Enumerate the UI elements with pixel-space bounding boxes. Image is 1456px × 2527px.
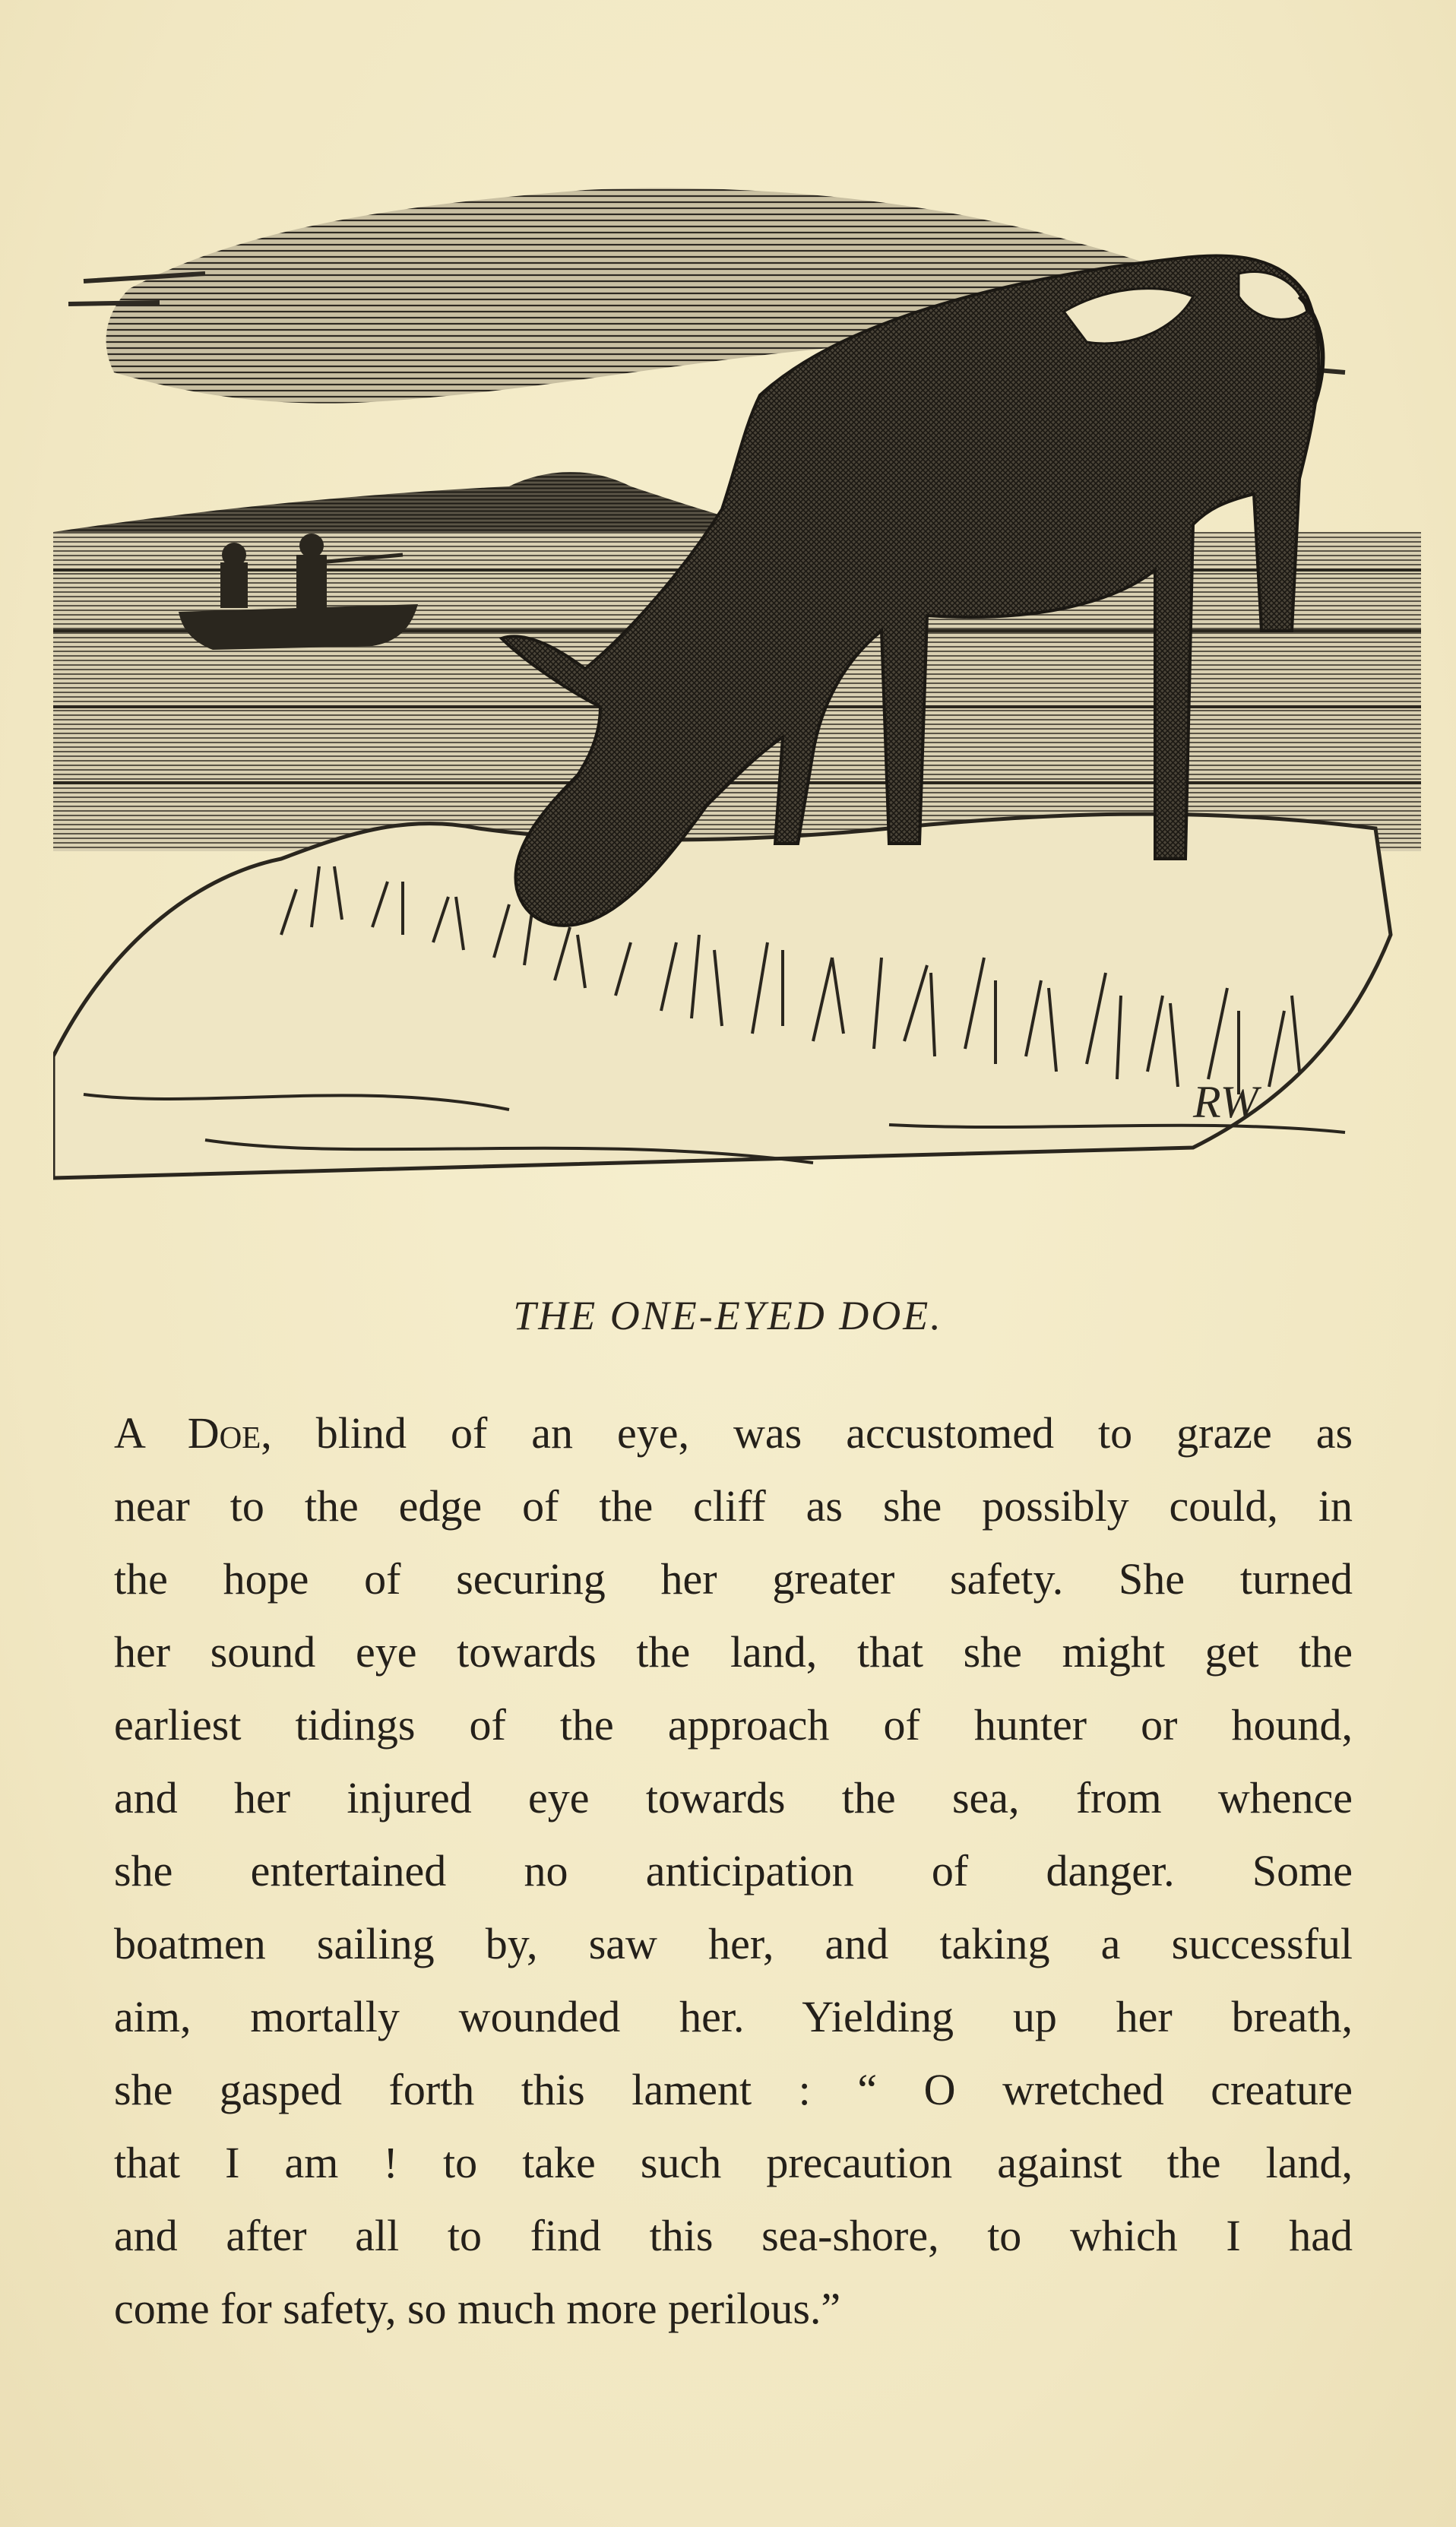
fable-line-5: earliest tidings of the approach of hunter or hound,: [114, 1700, 1353, 1750]
fable-line-13: come for safety, so much more perilous.”: [114, 2284, 841, 2333]
engraving-illustration: [53, 175, 1421, 1224]
fable-line-3: the hope of securing her greater safety. She turned: [114, 1554, 1353, 1604]
fable-line-1: A Doe, blind of an eye, was accustomed to graze as: [114, 1408, 1353, 1458]
engraver-signature: RW: [1193, 1077, 1258, 1127]
distant-hill: [53, 472, 783, 532]
fable-line-8: boatmen sailing by, saw her, and taking a successful: [114, 1919, 1353, 1968]
illustration-caption: THE ONE-EYED DOE.: [513, 1293, 943, 1338]
opening-initial: A: [114, 1408, 188, 1458]
opening-smallcaps-word: Doe: [187, 1408, 261, 1458]
fable-text: [114, 1397, 1353, 2345]
fable-line-2: near to the edge of the cliff as she possibly could, in: [114, 1481, 1353, 1531]
fable-line-6: and her injured eye towards the sea, from whence: [114, 1773, 1353, 1822]
doe-engraving-svg: [53, 175, 1421, 1224]
fable-line-10: she gasped forth this lament : “ O wretched creature: [114, 2065, 1353, 2114]
cliff-ground: [53, 814, 1391, 1178]
fable-line-11: that I am ! to take such precaution against the land,: [114, 2138, 1353, 2187]
fable-line-4: her sound eye towards the land, that she might get the: [114, 1627, 1353, 1677]
fable-line-9: aim, mortally wounded her. Yielding up her breath,: [114, 1992, 1353, 2041]
fable-line-12: and after all to find this sea-shore, to which I had: [114, 2211, 1353, 2260]
fable-line-7: she entertained no anticipation of danger. Some: [114, 1846, 1353, 1895]
